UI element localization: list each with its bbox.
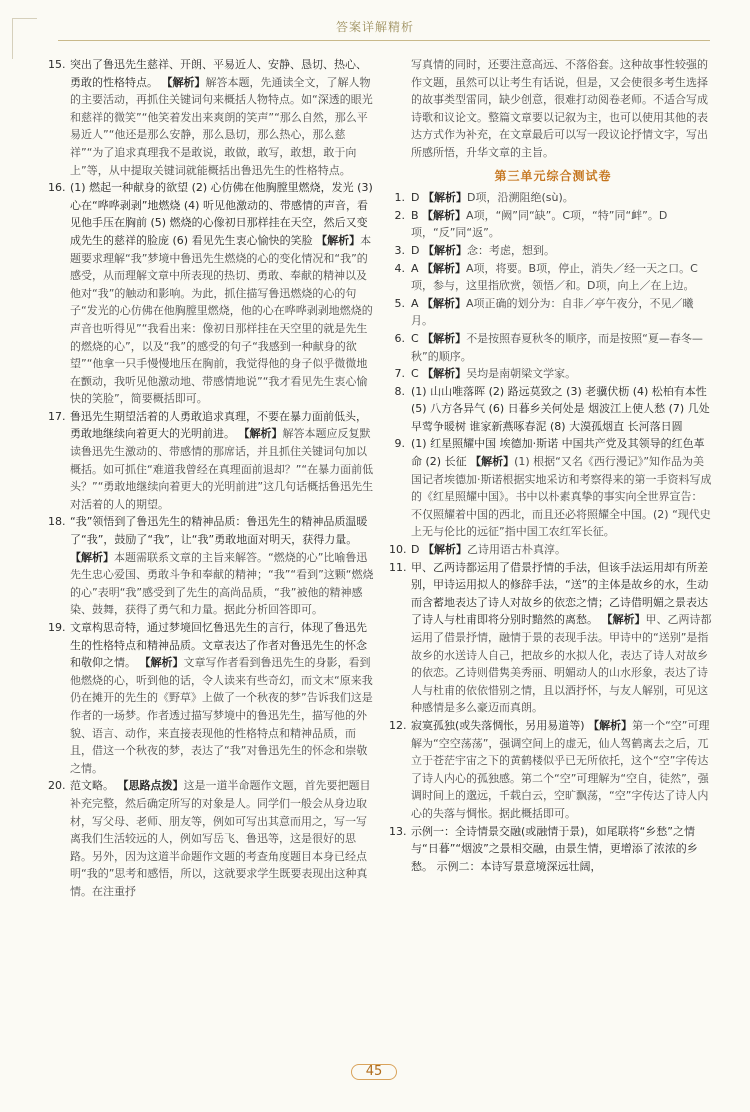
answer-text: “我”领悟到了鲁迅先生的精神品质：鲁迅先生的精神品质温暖了“我”，鼓励了“我”，让“我”勇敢地面对明天，获得力量。	[70, 515, 368, 547]
analysis-tag: 【解析】	[422, 543, 467, 557]
answer-item	[393, 242, 713, 260]
answer-number: 15.	[48, 58, 66, 71]
answer-item	[48, 56, 374, 179]
analysis-tag: 【解析】	[422, 367, 467, 381]
answer-number: 3.	[394, 243, 405, 257]
answer-number: 10.	[389, 543, 407, 557]
answer-item	[393, 295, 713, 330]
right-column	[389, 56, 713, 875]
answer-number: 2.	[394, 208, 405, 222]
analysis-text: 解答本题应反复默读鲁迅先生激动的、带感情的那席话，并且抓住关键词句加以概括。如可抓住“难道我曾经在真理面前退却？”“在暴力面前低头？”“勇敢地继续向着更大的光明前进”这几句话概括鲁迅先生对活着的人的期望。	[70, 427, 374, 511]
analysis-tag: 【解析】	[470, 455, 515, 469]
analysis-text: 乙诗用语古朴真淳。	[466, 543, 566, 557]
answer-number: 7.	[394, 367, 405, 381]
analysis-tag: 【解析】	[422, 261, 467, 275]
analysis-tag: 【解析】	[161, 75, 206, 89]
answer-item	[393, 260, 713, 295]
answer-number: 9.	[394, 437, 405, 451]
answer-text: D	[411, 191, 420, 205]
answer-number: 4.	[394, 261, 405, 275]
answer-text: 突出了鲁迅先生慈祥、开朗、平易近人、安静、恳切、热心、勇敢的性格特点。	[70, 58, 367, 89]
answer-number: 20.	[48, 779, 66, 793]
answer-text: C	[411, 367, 419, 381]
analysis-text: 文章写作者看到鲁迅先生的身影，看到他燃烧的心，听到他的话，令人读来有些奇幻，而文末“原来我仍在摊开的先生的《野草》上做了一个秋夜的梦”告诉我们这是作者的一场梦。作者透过描写梦境中的鲁迅先生，描写他的外貌、语言、动作，来直接表现他的性格特点和精神品质，而且，借这一个秋夜的梦，表达了“我”对鲁迅先生的怀念和崇敬之情。	[70, 656, 373, 775]
page-header-title: 答案详解精析	[335, 20, 414, 34]
analysis-text: 解答本题，先通读全文，了解人物的主要活动，再抓住关键词句来概括人物特点。如“深透的眼光和慈祥的微笑”“他笑着发出来爽朗的笑声”“那么自然，那么平易近人”“他还是那么安静，那么恳切，那么热心，那么慈祥”“为了追求真理我不是敢说，敢做，敢写，敢想，敢于向上”等，从中提取关键词就能概括出鲁迅先生的性格特点。	[70, 75, 373, 177]
answer-text: A	[411, 261, 419, 275]
answer-text: D	[411, 543, 420, 557]
answer-number: 19.	[48, 621, 66, 634]
answer-text: (1) 红星照耀中国 埃德加·斯诺 中国共产党及其领导的红色革命 (2) 长征	[411, 437, 705, 469]
analysis-tag: 【解析】	[238, 427, 283, 441]
answer-text: 寂寞孤独(或失落惆怅，另用易道等)	[411, 718, 585, 732]
answer-text: (1) 燃起一种献身的欲望 (2) 心仿佛在他胸膛里燃烧，发光 (3) 心在“哗哗剥剥”地燃烧 (4) 听见他激动的、带感情的声音，看见他手压在胸前 (5) 燃烧的心像初日那样挂在天空，然后又变成先生的慈祥的脸庞 (6) 看见先生衷心愉快的笑脸	[70, 181, 373, 247]
answer-text: 范文略。	[70, 779, 114, 793]
right-answers	[389, 189, 713, 875]
page-number	[345, 1062, 403, 1082]
continued-text: 写真情的同时，还要注意高远、不落俗套。这种故事性较强的作文题，虽然可以让考生有话说，但是，又会使很多考生选择的故事类型雷同，缺少创意，很难打动阅卷老师。不适合写成诗歌和议论文。整篇文章要以记叙为主，也可以使用其他的表达方式作为补充，在文章最后可以写一段议论抒情文字，写出所感所悟，升华文章的主旨。	[411, 58, 708, 159]
analysis-text: A项正确的划分为：自非／亭午夜分，不见／曦月。	[411, 296, 694, 328]
answer-item	[48, 179, 374, 408]
analysis-text: (1) 根据“又名《西行漫记》”知作品为美国记者埃德加·斯诺根据实地采访和考察得来的第一手资料写成的《红星照耀中国》。书中以朴素真挚的事实向全世界宣告：不仅照耀着中国的西北，而且还必将照耀全中国。(2) “现代史上无与伦比的远征”指中国工农红军长征。	[411, 455, 712, 539]
answer-text: C	[411, 331, 419, 345]
analysis-text: 本题需联系文章的主旨来解答。“燃烧的心”比喻鲁迅先生忠心爱国、勇敢斗争和奉献的精神；“我”“看到”这颗“燃烧的心”表明“我”感受到了先生的高尚品质，“我”被他的精神感染、鼓舞，获得了勇气和力量。据此分析回答即可。	[70, 550, 374, 617]
answer-text: 文章构思奇特，通过梦境回忆鲁迅先生的言行，体现了鲁迅先生的性格特点和精神品质。文章表达了作者对鲁迅先生的怀念和敬仰之情。	[70, 621, 367, 670]
analysis-text: 吴均是南朝梁文学家。	[466, 367, 577, 381]
analysis-tag: 【思路点拨】	[117, 779, 184, 793]
analysis-text: 甲、乙两诗都运用了借景抒情，融情于景的表现手法。甲诗中的“送别”是指故乡的水送诗人自己，把故乡的水拟人化，表达了诗人对故乡的依恋。乙诗则借隽美秀丽、明媚动人的山水形象，表达了诗人与杜甫的依依惜别之情，且以酒抒怀，与友人解别，可见这种感情是多么豪迈而真朗。	[411, 613, 712, 715]
answer-number: 17.	[48, 409, 66, 423]
analysis-tag: 【解析】	[139, 656, 184, 670]
answer-number: 18.	[48, 515, 66, 529]
answer-item	[48, 619, 374, 777]
analysis-tag: 【解析】	[316, 233, 361, 247]
answer-item	[389, 717, 713, 823]
analysis-tag: 【解析】	[601, 613, 646, 627]
analysis-tag: 【解析】	[422, 191, 467, 205]
analysis-text: 第一个“空”可理解为“空空荡荡”，强调空间上的虚无，仙人驾鹤离去之后，兀立于苍茫宇宙之下的黄鹤楼似乎已无所依托，这个“空”字传达了诗人内心的孤独感。第二个“空”可理解为“空自，徒然”，强调时间上的邈远，千载白云，空旷飘荡，“空”字传达了诗人内心的失落与惆怅。据此概括即可。	[411, 718, 710, 820]
analysis-tag: 【解析】	[70, 550, 114, 564]
analysis-tag: 【解析】	[422, 296, 467, 310]
left-column	[48, 56, 374, 901]
answer-number: 5.	[394, 296, 405, 310]
answer-item	[48, 513, 374, 619]
answer-item	[393, 189, 713, 207]
answer-text: B	[411, 208, 419, 222]
answer-text: 鲁迅先生期望活着的人勇敢追求真理，不要在暴力面前低头，勇敢地继续向着更大的光明前进。	[70, 409, 367, 441]
analysis-text: 这是一道半命题作文题，首先要把题目补充完整，然后确定所写的对象是人。同学们一般会从身边取材，写父母、老师、朋友等，例如可写出其意而用之，写一写离我们生活较远的人，例如写岳飞、鲁迅等，这是很好的思路。另外，因为这道半命题作文题的考查角度题目本身已经点明“我的”思考和感悟，所以，这就要求学生既要表现出这种真情。在注重抒	[70, 779, 371, 898]
answer-number: 12.	[389, 718, 407, 732]
analysis-tag: 【解析】	[588, 718, 633, 732]
answer-text: (1) 山山唯落晖 (2) 路远莫致之 (3) 老骥伏枥 (4) 松柏有本性 (5) 八方各异气 (6) 日暮乡关何处是 烟波江上使人愁 (7) 几处早莺争暖树 谁家新燕啄春泥 (8) 大漠孤烟直 长河落日圆	[411, 384, 710, 433]
answer-text: 甲、乙两诗都运用了借景抒情的手法，但该手法运用却有所差别，甲诗运用拟人的修辞手法，“送”的主体是故乡的水，生动而含蓄地表达了诗人对故乡的依恋之情；乙诗借明媚之景表达了诗人与杜甫即将分别时黯然的离愁。	[411, 560, 709, 627]
answer-item	[389, 823, 713, 876]
answer-item	[393, 330, 713, 365]
analysis-text: D项，沿溯阻绝(sù)。	[466, 191, 574, 205]
answer-number: 6.	[394, 331, 405, 345]
answer-number: 1.	[394, 191, 405, 205]
analysis-text: 本题要求理解“我”梦境中鲁迅先生燃烧的心的变化情况和“我”的感受，从而理解文章中所表现的热切、勇敢、奉献的精神以及他对“我”的触动和影响。为此，抓住描写鲁迅燃烧的心的句子“发光的心仿佛在他胸膛里燃烧，他的心在哗哗剥剥地燃烧的声音也听得见”“我看出来：像初日那样挂在天空里的就是先生的燃烧的心”，以及“我”的感受的句子“我感到一种献身的欲望”“他拿一只手慢慢地压在胸前，我觉得他的身子似乎微微地在颤动，我听见他激动地、带感情地说”“我才看见先生衷心愉快的笑脸”，简要概括即可。	[70, 233, 373, 406]
answer-text: 示例一：全诗情景交融(或融情于景)，如尾联将“乡愁”之情与“日暮”“烟波”之景相交融，由景生情，更增添了浓浓的乡愁。 示例二：本诗写景意境深远壮阔，	[411, 824, 698, 873]
analysis-text: A项，将要。B项，停止，消失／经一天之口。C项，参与，这里指欣赏，领悟／和。D项，向上／在上边。	[411, 261, 698, 293]
watermark-logo	[624, 1040, 744, 1110]
answer-text: A	[411, 296, 419, 310]
answer-text: D	[411, 243, 420, 257]
answer-item	[48, 408, 374, 514]
answer-item	[393, 383, 713, 436]
answer-item	[389, 559, 713, 717]
section-title: 第三单元综合测试卷	[494, 168, 612, 183]
answer-item	[393, 435, 713, 541]
answer-item	[393, 207, 713, 242]
analysis-text: 念：考虑，想到。	[466, 243, 555, 257]
answer-number: 8.	[394, 384, 405, 398]
answer-number: 13.	[389, 824, 407, 838]
answer-item	[389, 541, 713, 559]
analysis-text: 不是按照春夏秋冬的顺序，而是按照“夏—春冬—秋”的顺序。	[411, 331, 703, 363]
analysis-tag: 【解析】	[422, 243, 467, 257]
analysis-tag: 【解析】	[422, 331, 467, 345]
answer-item	[48, 777, 374, 900]
answer-number: 16.	[48, 181, 66, 195]
page-number-text: 45	[365, 1064, 383, 1079]
answer-number: 11.	[389, 560, 407, 574]
analysis-tag: 【解析】	[422, 208, 467, 222]
continued-paragraph	[393, 56, 713, 162]
analysis-text: A项，“阙”同“缺”。C项，“特”同“衅”。D项，“反”同“返”。	[411, 208, 668, 240]
header-divider	[58, 40, 710, 41]
answer-item	[393, 365, 713, 383]
